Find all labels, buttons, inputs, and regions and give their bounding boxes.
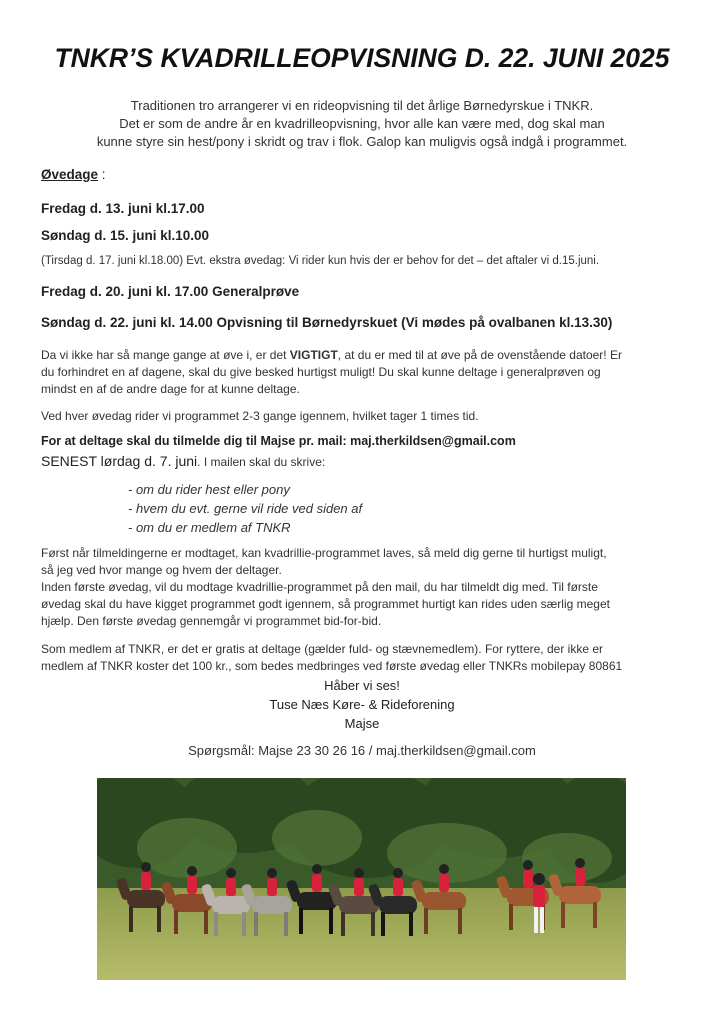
important-text: du forhindret en af dagene, skal du give besked hurtigst muligt! Du skal kunne deltage i generalprøven og — [41, 365, 601, 379]
membership-paragraph — [41, 641, 681, 675]
mail-content-list — [128, 480, 362, 537]
intro-paragraph — [0, 97, 724, 151]
intro-line: Det er som de andre år en kvadrilleopvisning, hvor alle kan være med, dog skal man — [119, 116, 605, 131]
practice-day-2: Søndag d. 15. juni kl.10.00 — [41, 228, 210, 243]
after-signup-paragraph — [41, 545, 681, 630]
list-item: - om du er medlem af TNKR — [128, 520, 291, 535]
intro-line: kunne styre sin hest/pony i skridt og trav i flok. Galop kan muligvis også indgå i programmet. — [96, 134, 628, 149]
ovedage-label: Øvedage — [41, 167, 99, 182]
show-day: Søndag d. 22. juni kl. 14.00 Opvisning til Børnedyrskuet (Vi mødes på ovalbanen kl.13.30) — [41, 315, 613, 330]
deadline-text: . I mailen skal du skrive: — [197, 455, 326, 469]
signup-instruction: For at deltage skal du tilmelde dig til Majse pr. mail: maj.therkildsen@gmail.com — [41, 434, 516, 448]
signature-name: Majse — [344, 716, 380, 731]
paragraph-line: øvedag skal du have kigget programmet godt igennem, så programmet hurtigt kan rides uden særlig meget — [41, 597, 610, 611]
ovedage-heading — [41, 167, 106, 182]
paragraph-line: hjælp. Den første øvedag gennemgår vi programmet bid-for-bid. — [41, 614, 382, 628]
paragraph-line: Som medlem af TNKR, er det er gratis at deltage (gælder fuld- og stævnemedlem). For ryttere, der ikke er — [41, 642, 603, 656]
list-item: - om du rider hest eller pony — [128, 482, 290, 497]
intro-line: Traditionen tro arrangerer vi en rideopvisning til det årlige Børnedyrskue i TNKR. — [130, 98, 594, 113]
paragraph-line: medlem af TNKR koster det 100 kr., som bedes medbringes ved første øvedag eller TNKRs mobilepay 80861 — [41, 659, 623, 673]
deadline-date: SENEST lørdag d. 7. juni — [41, 453, 198, 469]
quadrille-photo — [97, 778, 626, 980]
important-text: , at du er med til at øve på de ovenstående datoer! Er — [337, 348, 622, 362]
deadline-line — [41, 453, 325, 469]
list-item: - hvem du evt. gerne vil ride ved siden af — [128, 501, 363, 516]
important-text: mindst en af de andre dage for at kunne deltage. — [41, 382, 300, 396]
extra-practice-day: (Tirsdag d. 17. juni kl.18.00) Evt. ekstra øvedag: Vi rider kun hvis der er behov for det – det aftaler vi d.15.juni. — [41, 255, 600, 267]
paragraph-line: så jeg ved hvor mange og hvem der deltager. — [41, 563, 282, 577]
page-title: TNKR’S KVADRILLEOPVISNING D. 22. JUNI 2025 — [54, 43, 670, 73]
contact-line: Spørgsmål: Majse 23 30 26 16 / maj.therkildsen@gmail.com — [188, 743, 536, 758]
paragraph-line: Inden første øvedag, vil du modtage kvadrillie-programmet på den mail, du har tilmeldt dig med. Til første — [41, 580, 598, 594]
paragraph-line: Først når tilmeldingerne er modtaget, kan kvadrillie-programmet laves, så meld dig gerne til hurtigst muligt, — [41, 546, 607, 560]
dress-rehearsal-day: Fredag d. 20. juni kl. 17.00 Generalprøve — [41, 284, 300, 299]
riders-photo-illustration — [97, 778, 626, 980]
important-emphasis: VIGTIGT — [289, 348, 338, 362]
ovedage-colon: : — [98, 167, 106, 182]
closing-greeting: Håber vi ses! — [324, 678, 400, 693]
club-name: Tuse Næs Køre- & Rideforening — [269, 697, 455, 712]
important-text: Da vi ikke har så mange gange at øve i, er det — [41, 348, 290, 362]
practice-day-1: Fredag d. 13. juni kl.17.00 — [41, 201, 205, 216]
important-paragraph — [41, 347, 681, 398]
program-note: Ved hver øvedag rider vi programmet 2-3 gange igennem, hvilket tager 1 times tid. — [41, 409, 479, 423]
